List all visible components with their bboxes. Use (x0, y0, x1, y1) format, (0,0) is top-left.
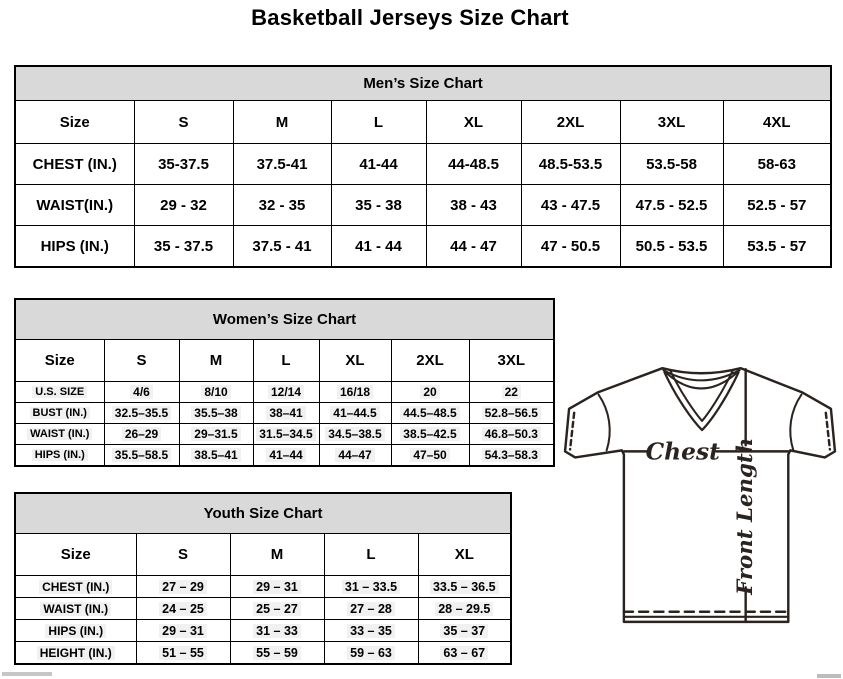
womens-size-table (14, 298, 555, 467)
column-header-2xl: 2XL (391, 340, 469, 382)
size-cell-text: 41–44 (266, 448, 305, 462)
size-cell-text: 22 (502, 385, 521, 399)
size-cell (230, 642, 324, 665)
size-cell-text: 32.5–35.5 (112, 406, 171, 420)
column-header-m: M (233, 101, 331, 144)
left-armhole-seam (599, 395, 610, 451)
row-label-text: U.S. SIZE (32, 386, 87, 398)
row-label-text: BUST (IN.) (30, 407, 90, 419)
size-cell: 32 - 35 (233, 185, 331, 226)
size-cell (104, 424, 179, 445)
size-cell (319, 403, 391, 424)
mens-size-table (14, 65, 832, 268)
row-label-text: WAIST (IN.) (40, 602, 111, 616)
size-cell-text: 46.8–50.3 (482, 427, 541, 441)
size-cell-text: 29–31.5 (191, 427, 240, 441)
row-label (15, 445, 104, 467)
size-cell (253, 424, 319, 445)
size-cell-text: 47–50 (410, 448, 449, 462)
table-row (15, 598, 511, 620)
size-cell: 52.5 - 57 (723, 185, 831, 226)
size-cell-text: 26–29 (122, 427, 161, 441)
table-row (15, 445, 554, 467)
youth-size-table (14, 492, 512, 665)
scrollbar-fragment-left (2, 672, 52, 676)
size-cell (391, 403, 469, 424)
left-cuff-dashed-line (570, 413, 574, 450)
size-cell (104, 403, 179, 424)
size-cell (179, 424, 253, 445)
table-title: Men’s Size Chart (15, 66, 831, 101)
size-cell: 35 - 37.5 (134, 226, 233, 268)
row-label: CHEST (IN.) (15, 144, 134, 185)
size-cell (469, 403, 554, 424)
size-cell-text: 33 – 35 (347, 624, 395, 638)
table-title: Women’s Size Chart (15, 299, 554, 340)
size-cell (324, 576, 418, 598)
size-cell: 37.5 - 41 (233, 226, 331, 268)
size-cell (319, 382, 391, 403)
size-cell (179, 403, 253, 424)
page-title: Basketball Jerseys Size Chart (251, 5, 569, 30)
size-cell: 41 - 44 (331, 226, 426, 268)
table-row (15, 620, 511, 642)
size-cell: 29 - 32 (134, 185, 233, 226)
column-header-l: L (324, 534, 418, 576)
size-cell (230, 598, 324, 620)
row-label-text: HIPS (IN.) (32, 449, 88, 461)
size-cell: 53.5-58 (620, 144, 723, 185)
size-cell: 35 - 38 (331, 185, 426, 226)
vneck-inner-line (671, 371, 733, 421)
size-cell (136, 620, 230, 642)
column-header-2xl: 2XL (521, 101, 620, 144)
size-cell (418, 576, 511, 598)
row-label (15, 598, 136, 620)
size-cell-text: 29 – 31 (253, 580, 301, 594)
size-cell (324, 598, 418, 620)
row-label: WAIST(IN.) (15, 185, 134, 226)
table-row (15, 185, 831, 226)
size-cell: 50.5 - 53.5 (620, 226, 723, 268)
size-cell (391, 382, 469, 403)
row-label (15, 642, 136, 665)
size-cell (253, 445, 319, 467)
size-cell-text: 25 – 27 (253, 602, 301, 616)
corner-header: Size (15, 101, 134, 144)
size-cell-text: 52.8–56.5 (482, 406, 541, 420)
size-cell (319, 424, 391, 445)
size-cell-text: 8/10 (201, 385, 230, 399)
chest-label: Chest (645, 437, 720, 466)
column-header-s: S (134, 101, 233, 144)
front-length-label: Front Length (733, 437, 759, 595)
size-cell (104, 382, 179, 403)
size-cell (418, 598, 511, 620)
row-label-text: WAIST (IN.) (27, 428, 92, 440)
column-header-l: L (253, 340, 319, 382)
size-cell: 53.5 - 57 (723, 226, 831, 268)
size-cell-text: 38–41 (266, 406, 305, 420)
table-row (15, 576, 511, 598)
column-header-xl: XL (319, 340, 391, 382)
size-cell-text: 44.5–48.5 (400, 406, 459, 420)
size-cell-text: 27 – 29 (159, 580, 207, 594)
size-cell (253, 403, 319, 424)
column-header-m: M (179, 340, 253, 382)
size-cell-text: 31.5–34.5 (256, 427, 315, 441)
size-cell (391, 445, 469, 467)
size-cell: 41-44 (331, 144, 426, 185)
size-cell: 58-63 (723, 144, 831, 185)
size-cell: 48.5-53.5 (521, 144, 620, 185)
size-cell: 38 - 43 (426, 185, 521, 226)
size-cell-text: 55 – 59 (253, 646, 301, 660)
row-label (15, 382, 104, 403)
size-cell-text: 20 (420, 385, 439, 399)
size-cell (324, 642, 418, 665)
table-row (15, 424, 554, 445)
size-cell-text: 38.5–41 (191, 448, 240, 462)
size-cell-text: 31 – 33 (253, 624, 301, 638)
size-cell (136, 598, 230, 620)
size-cell (136, 576, 230, 598)
table-row (15, 382, 554, 403)
size-cell-text: 29 – 31 (159, 624, 207, 638)
size-cell-text: 24 – 25 (159, 602, 207, 616)
row-label (15, 576, 136, 598)
corner-header: Size (15, 340, 104, 382)
size-cell: 44-48.5 (426, 144, 521, 185)
size-cell (253, 382, 319, 403)
size-cell (319, 445, 391, 467)
size-cell (418, 620, 511, 642)
row-label: HIPS (IN.) (15, 226, 134, 268)
size-cell: 37.5-41 (233, 144, 331, 185)
size-cell: 44 - 47 (426, 226, 521, 268)
size-cell-text: 51 – 55 (159, 646, 207, 660)
table-row (15, 642, 511, 665)
row-label-text: HIPS (IN.) (45, 624, 106, 638)
size-cell-text: 34.5–38.5 (325, 427, 384, 441)
column-header-4xl: 4XL (723, 101, 831, 144)
size-cell-text: 16/18 (337, 385, 373, 399)
size-cell (104, 445, 179, 467)
table-row (15, 144, 831, 185)
size-cell-text: 38.5–42.5 (400, 427, 459, 441)
table-row (15, 403, 554, 424)
size-cell (391, 424, 469, 445)
size-cell (179, 382, 253, 403)
jersey-measurement-diagram (563, 362, 837, 624)
column-header-xl: XL (426, 101, 521, 144)
right-armhole-seam (790, 395, 801, 451)
column-header-s: S (136, 534, 230, 576)
size-cell-text: 35 – 37 (440, 624, 488, 638)
size-cell-text: 44–47 (335, 448, 374, 462)
row-label (15, 620, 136, 642)
size-cell (230, 620, 324, 642)
size-cell-text: 33.5 – 36.5 (430, 580, 499, 594)
size-cell (469, 445, 554, 467)
column-header-3xl: 3XL (469, 340, 554, 382)
column-header-xl: XL (418, 534, 511, 576)
table-title: Youth Size Chart (15, 493, 511, 534)
size-cell: 47.5 - 52.5 (620, 185, 723, 226)
size-cell-text: 54.3–58.3 (482, 448, 541, 462)
row-label-text: CHEST (IN.) (39, 580, 112, 594)
row-label-text: HEIGHT (IN.) (37, 646, 115, 660)
scrollbar-fragment-right (817, 674, 841, 678)
size-cell (179, 445, 253, 467)
size-cell-text: 31 – 33.5 (342, 580, 400, 594)
column-header-m: M (230, 534, 324, 576)
size-cell-text: 63 – 67 (440, 646, 488, 660)
size-cell: 43 - 47.5 (521, 185, 620, 226)
size-cell-text: 28 – 29.5 (435, 602, 493, 616)
size-cell-text: 4/6 (130, 385, 153, 399)
size-cell-text: 59 – 63 (347, 646, 395, 660)
row-label (15, 403, 104, 424)
column-header-s: S (104, 340, 179, 382)
size-cell (469, 382, 554, 403)
size-cell-text: 12/14 (268, 385, 304, 399)
column-header-l: L (331, 101, 426, 144)
size-cell: 35-37.5 (134, 144, 233, 185)
size-cell (418, 642, 511, 665)
column-header-3xl: 3XL (620, 101, 723, 144)
row-label (15, 424, 104, 445)
table-row (15, 226, 831, 268)
size-cell (230, 576, 324, 598)
size-cell-text: 41–44.5 (330, 406, 379, 420)
size-cell (469, 424, 554, 445)
right-cuff-dashed-line (826, 413, 830, 450)
corner-header: Size (15, 534, 136, 576)
size-cell (136, 642, 230, 665)
size-cell-text: 35.5–38 (191, 406, 240, 420)
size-cell: 47 - 50.5 (521, 226, 620, 268)
size-cell-text: 27 – 28 (347, 602, 395, 616)
size-cell (324, 620, 418, 642)
size-cell-text: 35.5–58.5 (112, 448, 171, 462)
